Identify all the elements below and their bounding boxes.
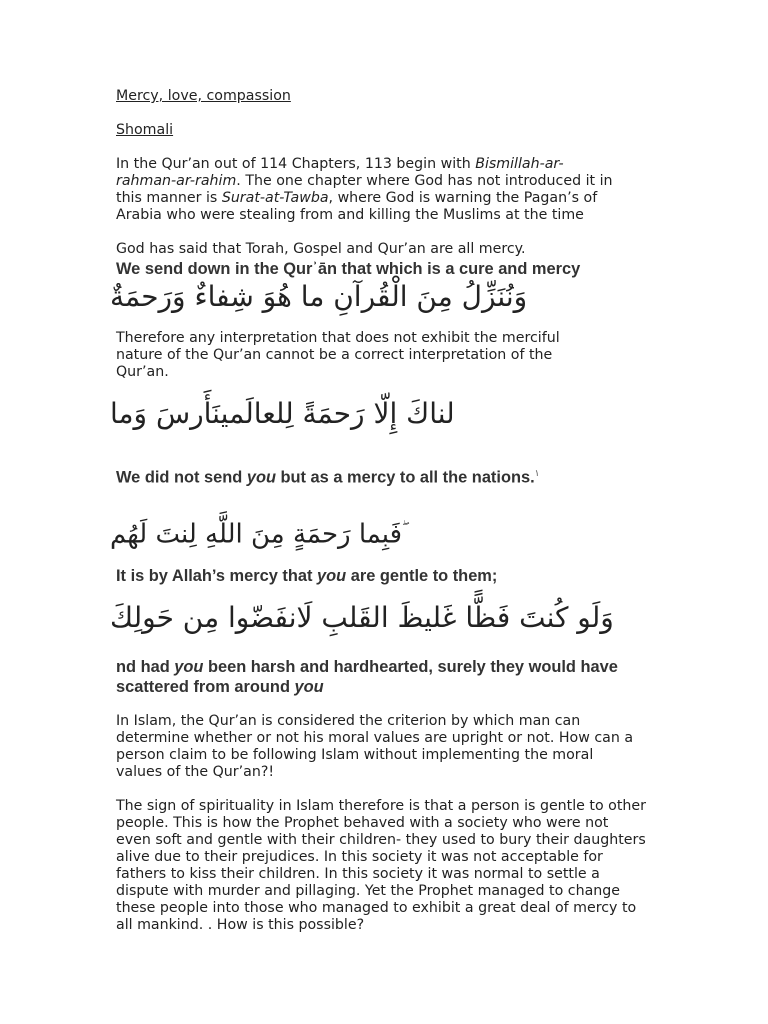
document-heading: Mercy, love, compassion [116,88,291,104]
verse4-text-you: you [174,658,204,676]
verse3-text-you: you [317,567,347,585]
verse4-text-c: been harsh and hardhearted, surely they would have scattered from around [116,658,618,696]
para1-text-e: , where God is warning the Pagan’s of Arabia who were stealing from and killing the Muslims at the time [116,190,598,223]
para1-text-a: In the Qur’an out of 114 Chapters, 113 begin with [116,156,476,172]
verse2-arabic-text: لناكَ إِلّا رَحمَةً لِلعالَمينَأَرسَ وَما [110,397,455,430]
verse4-text-a: nd had [116,658,175,676]
verse4-text-you-end: you [294,678,324,696]
paragraph-interpretation: Therefore any interpretation that does not exhibit the merciful nature of the Qur’an cannot be a correct interpretation of the Qur’an. [116,330,560,380]
author-name: Shomali [116,122,174,138]
verse3-text-c: are gentle to them; [346,567,498,585]
footnote-mark: ۱ [534,468,540,478]
paragraph-spirituality: The sign of spirituality in Islam therefore is that a person is gentle to other people. This is how the Prophet behaved with a society who were not even soft and gentle with their children- they used to bury their daughters alive due to their prejudices. In this society it was not acceptable for fathers to kiss their children. In this society it was normal to settle a dispute with murder and pillaging. Yet the Prophet managed to change these people into those who managed to exhibit a great deal of mercy to all mankind. . How is this possible? [116,798,646,933]
para1-term-tawba: Surat-at-Tawba [221,190,329,206]
paragraph-intro [116,156,616,224]
verse1-arabic-text: وَنُنَزِّلُ مِنَ الْقُرآنِ ما هُوَ شِفاءٌ وَرَحمَةٌ [110,280,528,313]
para1-term-bismillah: Bismillah-ar-rahman-ar-rahim [116,156,564,189]
para1-text-c: . The one chapter where God has not introduced it in this manner is [116,173,613,206]
verse2-text-c: but as a mercy to all the nations. [275,468,535,487]
verse4-english [116,657,656,697]
verse4-arabic [110,598,614,638]
verse3-arabic [110,511,403,553]
verse3-arabic-text: فَبِما رَحمَةٍ مِنَ اللَّهِ لِنتَ لَهُم [110,519,403,550]
verse2-text-you: you [246,468,276,487]
paragraph-criterion: In Islam, the Qur’an is considered the criterion by which man can determine whether or not his moral values are upright or not. How can a person claim to be following Islam without implementing the moral values of the Qur’an?! [116,713,634,780]
verse1-arabic [110,278,580,316]
verse3-text-a: It is by Allah’s mercy that [116,567,318,585]
verse2-arabic [110,395,455,433]
verse2-text-a: We did not send [116,468,247,487]
verse4-arabic-text: وَلَو كُنتَ فَظًّا غَليظَ القَلبِ لَانفَضّوا مِن حَولِكَ [110,601,614,634]
verse1-english: We send down in the Qurʾān that which is a cure and mercy [116,260,581,278]
verse3-english [116,566,676,586]
verse2-english [116,463,676,487]
paragraph-all-mercy: God has said that Torah, Gospel and Qur’an are all mercy. [116,241,526,257]
